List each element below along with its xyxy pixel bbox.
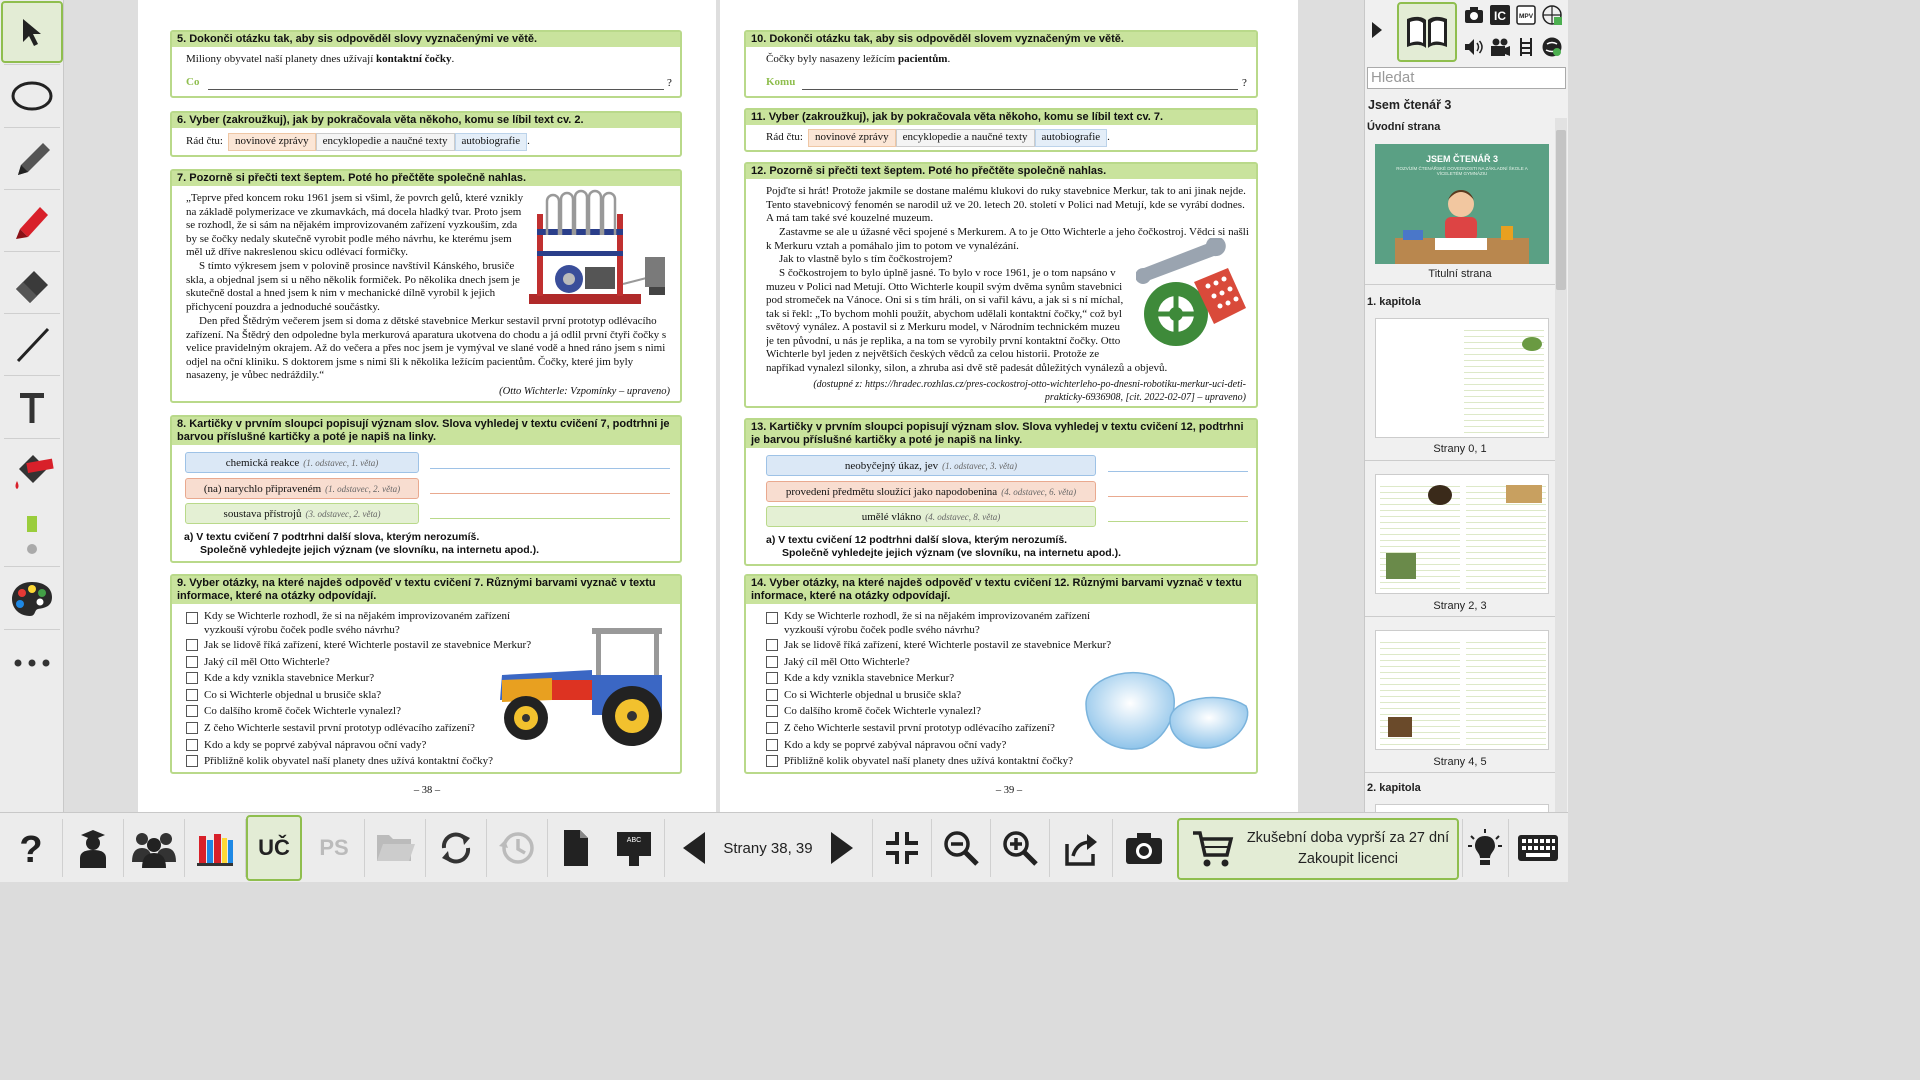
book-title: Jsem čtenář 3 bbox=[1368, 98, 1452, 112]
exercise-10 bbox=[744, 30, 1258, 98]
arrow-right-icon bbox=[827, 830, 857, 866]
checkbox[interactable] bbox=[186, 705, 198, 717]
abc-label: ABC bbox=[626, 837, 642, 844]
checkbox[interactable] bbox=[186, 689, 198, 701]
lightbulb-icon bbox=[1467, 828, 1503, 868]
exercise-9-header: 9. Vyber otázky, na které najdeš odpověď v textu cvičení 7. Různými barvami vyznač v textu informace, které na otázky odpovídají. bbox=[172, 576, 680, 604]
media-filter-grid bbox=[1459, 4, 1569, 64]
search-input[interactable]: Hledat bbox=[1367, 67, 1566, 89]
mpv-icon bbox=[1515, 4, 1537, 26]
screenshot-button[interactable] bbox=[1113, 813, 1175, 883]
more-tool[interactable] bbox=[0, 632, 64, 694]
checkbox[interactable] bbox=[186, 612, 198, 624]
palette-tool[interactable] bbox=[0, 568, 64, 630]
exercise-12 bbox=[744, 162, 1258, 408]
exercise-7-paragraph-3: Den před Štědrým večerem jsem si doma z dětské stavebnice Merkur sestavil první prototyp odlévacího zařízení. Na Štědrý den odpoledne byla merkurová aparatura ukotvena do chodu a já odlil první čtyři čočky s velice pravidelným okrajem. Až do večera a přes noc jsem je vymýval ve slané vodě a hned ráno jsem s nimi odjel na oční kliniku. S doktorem jsme s nimi šli k několika ležícím pacientům. Čočky, které jim byly nasazeny, je vůbec nedráždily.“ bbox=[186, 315, 667, 381]
web-link-icon bbox=[1541, 4, 1563, 26]
more-dots-icon bbox=[12, 656, 52, 670]
shrink-arrows-icon bbox=[882, 828, 922, 868]
exercise-7-source: (Otto Wichterle: Vzpomínky – upraveno) bbox=[499, 386, 670, 397]
paint-bucket-icon bbox=[9, 447, 55, 493]
share-icon bbox=[1061, 828, 1101, 868]
line-tool[interactable] bbox=[0, 314, 64, 376]
open-folder-button[interactable] bbox=[365, 813, 425, 883]
answer-line-blue[interactable] bbox=[1108, 471, 1248, 472]
answer-line-blue[interactable] bbox=[430, 468, 670, 469]
fill-tool[interactable] bbox=[0, 439, 64, 501]
next-page-button[interactable] bbox=[816, 813, 868, 883]
photo-filter-button[interactable] bbox=[1463, 4, 1485, 31]
card-orange[interactable]: (na) narychlo připraveném (1. odstavec, 2. věta) bbox=[185, 478, 419, 499]
pencil-icon bbox=[10, 137, 54, 181]
checkbox[interactable] bbox=[766, 672, 778, 684]
question-item[interactable]: Z čeho Wichterle sestavil první prototyp odlévacího zařízení? bbox=[182, 720, 542, 737]
pointer-tool[interactable] bbox=[1, 1, 63, 63]
thumbnail-pages-0-1[interactable] bbox=[1375, 318, 1549, 438]
checkbox[interactable] bbox=[186, 755, 198, 767]
exercise-7-paragraph-1: „Teprve před koncem roku 1961 jsem si všiml, že povrch gelů, které vznikly na základě polymerizace ve zkumavkách, má docela hladký tvar. Proto jsem se rozhodl, že si sám na nějakém improvizovaném zařízení vyzkouším, zda by se čočky nedaly skutečně vyrobit podle mého návrhu, ke kterému jsem měl už dříve nakreslenou skicu odlévací formičky. bbox=[186, 192, 524, 258]
library-button[interactable] bbox=[185, 813, 245, 883]
question-item[interactable]: Co si Wichterle objednal u brusiče skla? bbox=[762, 687, 1122, 704]
bottom-toolbar bbox=[0, 812, 1568, 882]
question-item[interactable]: Co dalšího kromě čoček Wichterle vynalezl? bbox=[762, 703, 1122, 720]
question-item[interactable]: Jak se lidově říká zařízení, které Wichterle postavil ze stavebnice Merkur? bbox=[182, 637, 542, 654]
text-tool[interactable] bbox=[0, 376, 64, 438]
exercise-5-sentence: Miliony obyvatel naší planety dnes užívají kontaktní čočky. bbox=[186, 53, 455, 65]
shopping-cart-icon bbox=[1191, 829, 1235, 869]
ellipse-tool[interactable] bbox=[0, 65, 64, 127]
fit-screen-button[interactable] bbox=[873, 813, 931, 883]
checkbox[interactable] bbox=[766, 656, 778, 668]
question-item[interactable]: Přibližně kolik obyvatel naší planety dnes užívá kontaktní čočky? bbox=[182, 753, 542, 770]
ellipse-icon bbox=[10, 78, 54, 114]
exercise-11-header: 11. Vyber (zakroužkuj), jak by pokračovala věta někoho, komu se líbil text cv. 7. bbox=[746, 110, 1256, 125]
students-group-icon bbox=[130, 828, 178, 868]
exercise-13 bbox=[744, 418, 1258, 566]
previous-page-button[interactable] bbox=[668, 813, 720, 883]
question-item[interactable]: Přibližně kolik obyvatel naší planety dnes užívá kontaktní čočky? bbox=[762, 753, 1122, 770]
marker-icon bbox=[10, 199, 54, 243]
exercise-13-subtask: a) V textu cvičení 12 podtrhni další slova, kterým nerozumíš. Společně vyhledejte jejich význam (ve slovníku, na internetu apod.). bbox=[766, 534, 1122, 559]
trial-expiry-text: Zkušební doba vyprší za 27 dní bbox=[1246, 830, 1450, 846]
3d-filter-button[interactable] bbox=[1541, 36, 1563, 63]
exercise-10-sentence: Čočky byly nasazeny ležícím pacientům. bbox=[766, 53, 951, 65]
checkbox[interactable] bbox=[766, 722, 778, 734]
tips-button[interactable] bbox=[1463, 813, 1507, 883]
history-button[interactable] bbox=[487, 813, 547, 883]
checkbox[interactable] bbox=[766, 689, 778, 701]
lens-machine-image bbox=[527, 189, 677, 314]
globe-3d-icon bbox=[1541, 36, 1563, 58]
zoom-out-button[interactable] bbox=[932, 813, 990, 883]
option-news[interactable]: novinové zprávy bbox=[808, 129, 896, 147]
mpv-filter-button[interactable] bbox=[1515, 4, 1537, 31]
book-view-button[interactable] bbox=[1397, 2, 1457, 62]
books-icon bbox=[195, 828, 235, 868]
document-icon bbox=[560, 828, 592, 868]
option-encyclopedia[interactable]: encyklopedie a naučné texty bbox=[316, 133, 455, 151]
page-number: – 38 – bbox=[413, 785, 441, 796]
exercise-14-questions bbox=[762, 610, 1122, 770]
history-clock-icon bbox=[497, 828, 537, 868]
exercise-7-header: 7. Pozorně si přečti text šeptem. Poté ho přečtěte společně nahlas. bbox=[172, 171, 680, 186]
share-button[interactable] bbox=[1050, 813, 1112, 883]
exercise-8 bbox=[170, 415, 682, 563]
question-item[interactable]: Kdy se Wichterle rozhodl, že si na nějakém improvizovaném zařízení vyzkouší výrobu čoček podle svého návrhu? bbox=[762, 610, 1122, 637]
marker-tool[interactable] bbox=[0, 190, 64, 252]
question-item[interactable]: Jaký cíl měl Otto Wichterle? bbox=[762, 654, 1122, 671]
audio-filter-button[interactable] bbox=[1463, 36, 1485, 63]
line-icon bbox=[10, 323, 54, 367]
video-camera-icon bbox=[1489, 36, 1511, 58]
section-title: 2. kapitola bbox=[1367, 782, 1421, 794]
page-39 bbox=[720, 0, 1298, 812]
question-item[interactable]: Jak se lidově říká zařízení, které Wichterle postavil ze stavebnice Merkur? bbox=[762, 637, 1122, 654]
exercise-5-header: 5. Dokonči otázku tak, aby sis odpověděl slovy vyznačenými ve větě. bbox=[172, 32, 680, 47]
book-view[interactable] bbox=[64, 0, 1364, 812]
question-item[interactable]: Z čeho Wichterle sestavil první prototyp odlévacího zařízení? bbox=[762, 720, 1122, 737]
interactive-icon bbox=[1489, 4, 1511, 26]
zoom-in-icon bbox=[1000, 828, 1040, 868]
page-button[interactable] bbox=[548, 813, 604, 883]
eraser-icon bbox=[10, 261, 54, 305]
cover-title: JSEM ČTENÁŘ 3 bbox=[1425, 154, 1498, 164]
exercise-5 bbox=[170, 30, 682, 98]
question-item[interactable]: Kdy se Wichterle rozhodl, že si na nějakém improvizovaném zařízení vyzkouší výrobu čoček podle svého návrhu? bbox=[182, 610, 542, 637]
checkbox[interactable] bbox=[766, 612, 778, 624]
thumbnail-caption: Titulní strana bbox=[1428, 268, 1492, 280]
card-green[interactable]: soustava přístrojů (3. odstavec, 2. věta) bbox=[185, 503, 419, 524]
card-green[interactable]: umělé vlákno (4. odstavec, 8. věta) bbox=[766, 506, 1096, 527]
checkbox[interactable] bbox=[766, 739, 778, 751]
zoom-in-button[interactable] bbox=[991, 813, 1049, 883]
checkbox[interactable] bbox=[186, 639, 198, 651]
page-indicator-label: Strany 38, 39 bbox=[723, 839, 813, 857]
teacher-button[interactable] bbox=[63, 813, 123, 883]
ps-tab-button[interactable] bbox=[304, 813, 364, 883]
triangle-right-icon bbox=[1369, 18, 1385, 42]
size-slider[interactable] bbox=[0, 505, 64, 565]
checkbox[interactable] bbox=[186, 739, 198, 751]
exercise-12-paragraph-2: Zastavme se ale u úžasné věci spojené s Merkurem. A to je Otto Wichterle a jeho čočkostroj. Vědci si našli k Merkuru vztah a pomáhalo jim to potom ve vynalézání. bbox=[766, 226, 1249, 252]
camera-icon bbox=[1124, 830, 1164, 866]
exercise-12-paragraph-1: Pojďte si hrát! Protože jakmile se dostane malému klukovi do ruky stavebnice Merkur, tak to ani jinak nejde. Tento stavebnicový fenomén se narodil už ve 20. letech 20. století v Polici nad Metují, kde se vyrábí dodnes. A má tam také své kouzelné muzeum. bbox=[766, 185, 1246, 224]
option-encyclopedia[interactable]: encyklopedie a naučné texty bbox=[896, 129, 1035, 147]
exercise-6 bbox=[170, 111, 682, 157]
exercise-14 bbox=[744, 574, 1258, 774]
exercise-7-paragraph-2: S tímto výkresem jsem v polovině prosince navštívil Kánského, brusiče skla, a objednal jsem si u něho několik formiček. Po několika dnech jsem je skutečně dostal a hned jsem k nim v mechanické dílně vyrobil k jejich přichycení pouzdra a jednoduché součástky. bbox=[186, 260, 520, 313]
license-text bbox=[1239, 828, 1457, 870]
camera-icon bbox=[1463, 4, 1485, 26]
exercise-6-header: 6. Vyber (zakroužkuj), jak by pokračovala věta někoho, komu se líbil text cv. 2. bbox=[172, 113, 680, 128]
open-book-icon bbox=[1404, 13, 1450, 51]
teacher-icon bbox=[76, 828, 110, 868]
exercise-6-options: Rád čtu: novinové zprávy encyklopedie a naučné texty autobiografie . bbox=[172, 128, 680, 156]
thumbnail-pages-2-3[interactable] bbox=[1375, 474, 1549, 594]
exercise-8-subtask: a) V textu cvičení 7 podtrhni další slova, kterým nerozumíš. Společně vyhledejte jejich význam (ve slovníku, na internetu apod.). bbox=[184, 531, 540, 556]
ic-filter-button[interactable] bbox=[1489, 4, 1511, 31]
option-autobiography[interactable]: autobiografie bbox=[455, 133, 528, 151]
ladder-filter-button[interactable] bbox=[1515, 36, 1537, 63]
page-38 bbox=[138, 0, 716, 812]
cover-boy-image bbox=[1375, 176, 1549, 264]
buy-license-button[interactable] bbox=[1177, 818, 1459, 880]
help-button[interactable] bbox=[0, 813, 62, 883]
checkbox[interactable] bbox=[766, 755, 778, 767]
exercise-12-paragraph-3: Jak to vlastně bylo s tím čočkostrojem? bbox=[779, 253, 953, 265]
right-panel bbox=[1364, 0, 1568, 812]
exercise-12-paragraph-4: S čočkostrojem to bylo úplně jasné. To bylo v roce 1961, je o tom napsáno v muzeu v Polici nad Metují. Otto Wichterle koupil svým dvěma synům stavebnici pod stromeček na Vánoce. Oni si s tím hráli, on si vařil kávu, a jak si s ní míchal, tak si řekl: „To bychom mohli použít, abychom udělali kontaktní čočky,“ což byl světový vynález. A postavil si z Merkuru model, v Národním technickém muzeu je ten původní, u nás je replika, a na tom se vyrobily první kontaktní čočky. Otto Wichterle byl jeden z největších českých vědců za celou historii. Protože ze napříkad vynalezl silonky, silon, a zhruba asi dvě stě padesát důležitých vynálezů a objevů. bbox=[766, 267, 1168, 374]
exercise-11 bbox=[744, 108, 1258, 152]
exercise-9-questions bbox=[182, 610, 542, 770]
text-icon bbox=[12, 387, 52, 427]
card-blue[interactable]: neobyčejný úkaz, jev (1. odstavec, 3. věta) bbox=[766, 455, 1096, 476]
checkbox[interactable] bbox=[766, 639, 778, 651]
ladder-icon bbox=[1515, 36, 1537, 58]
exercise-10-header: 10. Dokonči otázku tak, aby sis odpověděl slovem vyznačeným ve větě. bbox=[746, 32, 1256, 47]
scrollbar-thumb[interactable] bbox=[1556, 130, 1566, 290]
section-title: 1. kapitola bbox=[1367, 296, 1421, 308]
question-item[interactable]: Jaký cíl měl Otto Wichterle? bbox=[182, 654, 542, 671]
globe-filter-button[interactable] bbox=[1541, 4, 1563, 31]
exercise-10-answer-line[interactable] bbox=[802, 89, 1238, 90]
exercise-10-answer-word: Komu bbox=[766, 76, 796, 88]
thumbnail-title-page[interactable] bbox=[1375, 144, 1549, 264]
svg-text:MPV: MPV bbox=[1518, 13, 1534, 20]
speaker-icon bbox=[1463, 36, 1485, 58]
sync-button[interactable] bbox=[426, 813, 486, 883]
answer-line-green[interactable] bbox=[1108, 521, 1248, 522]
checkbox[interactable] bbox=[186, 672, 198, 684]
question-item[interactable]: Kdo a kdy se poprvé zabýval nápravou oční vady? bbox=[182, 737, 542, 754]
arrow-left-icon bbox=[679, 830, 709, 866]
buy-license-text: Zakoupit licenci bbox=[1298, 851, 1398, 867]
question-mark-icon bbox=[16, 828, 46, 868]
uc-label: UČ bbox=[258, 835, 290, 860]
exercise-14-header: 14. Vyber otázky, na které najdeš odpověď v textu cvičení 12. Různými barvami vyznač v textu informace, které na otázky odpovídají. bbox=[746, 576, 1256, 604]
palette-icon bbox=[10, 579, 54, 619]
question-item[interactable]: Co dalšího kromě čoček Wichterle vynalezl? bbox=[182, 703, 542, 720]
thumbnail-caption: Strany 2, 3 bbox=[1433, 600, 1487, 612]
exercise-11-lead: Rád čtu: bbox=[766, 131, 803, 143]
exercise-13-header: 13. Kartičky v prvním sloupci popisují význam slov. Slova vyhledej v textu cvičení 12, podtrhni je barvou příslušné kartičky a poté je napiš na linky. bbox=[746, 420, 1256, 448]
sync-arrows-icon bbox=[436, 828, 476, 868]
ps-label: PS bbox=[319, 835, 349, 860]
thumbnail-caption: Strany 4, 5 bbox=[1433, 756, 1487, 768]
thumbnail-chapter-2[interactable] bbox=[1375, 804, 1549, 812]
thumbnail-caption: Strany 0, 1 bbox=[1433, 443, 1487, 455]
collapse-panel-button[interactable] bbox=[1369, 18, 1385, 47]
svg-text:IC: IC bbox=[1494, 9, 1506, 23]
question-item[interactable]: Co si Wichterle objednal u brusiče skla? bbox=[182, 687, 542, 704]
card-orange[interactable]: provedení předmětu sloužící jako napodobenina (4. odstavec, 6. věta) bbox=[766, 481, 1096, 502]
exercise-5-answer-line[interactable] bbox=[208, 89, 664, 90]
answer-line-green[interactable] bbox=[430, 518, 670, 519]
answer-line-orange[interactable] bbox=[1108, 496, 1248, 497]
section-title: Úvodní strana bbox=[1367, 121, 1441, 133]
option-autobiography[interactable]: autobiografie bbox=[1035, 129, 1108, 147]
class-button[interactable] bbox=[124, 813, 184, 883]
page-indicator bbox=[720, 813, 816, 883]
option-news[interactable]: novinové zprávy bbox=[228, 133, 316, 151]
exercise-11-options: Rád čtu: novinové zprávy encyklopedie a naučné texty autobiografie . bbox=[746, 125, 1256, 151]
keyboard-icon bbox=[1516, 831, 1560, 865]
answer-line-orange[interactable] bbox=[430, 493, 670, 494]
exercise-10-qmark: ? bbox=[1242, 77, 1247, 89]
exercise-12-header: 12. Pozorně si přečti text šeptem. Poté ho přečtěte společně nahlas. bbox=[746, 164, 1256, 179]
exercise-9 bbox=[170, 574, 682, 774]
checkbox[interactable] bbox=[766, 705, 778, 717]
keyboard-button[interactable] bbox=[1509, 813, 1567, 883]
merkur-apparatus-illustration bbox=[527, 189, 677, 314]
question-item[interactable]: Kde a kdy vznikla stavebnice Merkur? bbox=[762, 670, 1122, 687]
exercise-7 bbox=[170, 169, 682, 403]
left-toolbar bbox=[0, 0, 64, 812]
pencil-tool[interactable] bbox=[0, 128, 64, 190]
video-filter-button[interactable] bbox=[1489, 36, 1511, 63]
exercise-5-qmark: ? bbox=[667, 77, 672, 89]
checkbox[interactable] bbox=[186, 722, 198, 734]
thumbnail-list[interactable] bbox=[1365, 118, 1555, 812]
cursor-arrow-icon bbox=[14, 14, 50, 50]
exercise-12-source: (dostupné z: https://hradec.rozhlas.cz/pres-cockostroj-otto-wichterleho-po-dnesni-robotiku-merkur-uci-deti- prakticky-6936908, [cit. 2022-02-07] – upraveno) bbox=[813, 379, 1246, 403]
exercise-8-header: 8. Kartičky v prvním sloupci popisují význam slov. Slova vyhledej v textu cvičení 7, podtrhni je barvou příslušné kartičky a poté je napiš na linky. bbox=[172, 417, 680, 445]
page-number: – 39 – bbox=[995, 785, 1023, 796]
question-item[interactable]: Kde a kdy vznikla stavebnice Merkur? bbox=[182, 670, 542, 687]
uc-tab-button[interactable] bbox=[246, 815, 302, 881]
zoom-out-icon bbox=[941, 828, 981, 868]
exercise-5-answer-word: Co bbox=[186, 76, 200, 88]
svg-text:?: ? bbox=[19, 829, 43, 868]
question-item[interactable]: Kdo a kdy se poprvé zabýval nápravou oční vady? bbox=[762, 737, 1122, 754]
thumbnail-pages-4-5[interactable] bbox=[1375, 630, 1549, 750]
folder-icon bbox=[375, 831, 415, 865]
thumbnail-scrollbar[interactable] bbox=[1555, 118, 1567, 812]
cover-subtitle: ROZVÍJÍM ČTENÁŘSKÉ DOVEDNOSTI NA ZÁKLADNÍ ŠKOLE A VÍCELETÉM GYMNÁZIU bbox=[1396, 166, 1528, 176]
exercise-6-lead: Rád čtu: bbox=[186, 135, 223, 147]
eraser-tool[interactable] bbox=[0, 252, 64, 314]
blackboard-abc-icon bbox=[614, 828, 654, 868]
card-blue[interactable]: chemická reakce (1. odstavec, 1. věta) bbox=[185, 452, 419, 473]
size-indicator-icon bbox=[22, 510, 42, 560]
checkbox[interactable] bbox=[186, 656, 198, 668]
whiteboard-button[interactable] bbox=[604, 813, 664, 883]
